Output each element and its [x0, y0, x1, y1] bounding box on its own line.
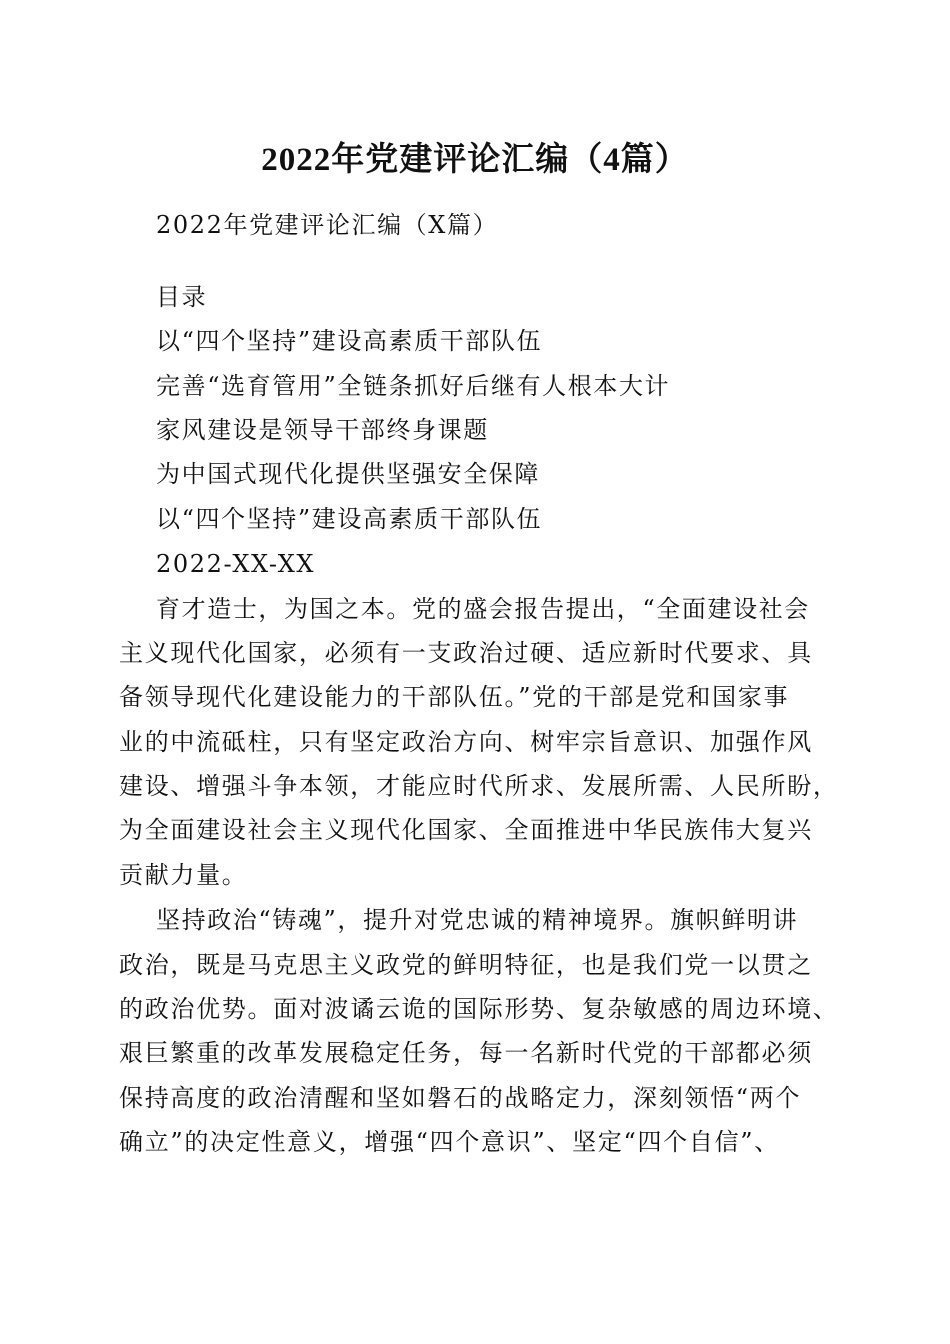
paragraph-line: 备领导现代化建设能力的干部队伍。”党的干部是党和国家事 [119, 683, 790, 711]
paragraph-line: 业的中流砥柱，只有坚定政治方向、树牢宗旨意识、加强作风 [119, 728, 813, 756]
toc-label: 目录 [156, 283, 208, 311]
paragraph-line: 贡献力量。 [119, 861, 248, 889]
toc-item: 以“四个坚持”建设高素质干部队伍 [156, 505, 543, 533]
paragraph-line: 坚持政治“铸魂”，提升对党忠诚的精神境界。旗帜鲜明讲 [156, 906, 799, 934]
paragraph-line: 建设、增强斗争本领，才能应时代所求、发展所需、人民所盼， [119, 772, 839, 800]
document-title: 2022年党建评论汇编（4篇） [261, 142, 689, 178]
paragraph-line: 艰巨繁重的改革发展稳定任务，每一名新时代党的干部都必须 [119, 1039, 813, 1067]
toc-heading: 2022年党建评论汇编（X篇） [156, 211, 499, 239]
paragraph-line: 为全面建设社会主义现代化国家、全面推进中华民族伟大复兴 [119, 816, 813, 844]
toc-item: 为中国式现代化提供坚强安全保障 [156, 460, 540, 488]
toc-item: 完善“选育管用”全链条抓好后继有人根本大计 [156, 372, 671, 400]
paragraph-line: 政治，既是马克思主义政党的鲜明特征，也是我们党一以贯之 [119, 951, 813, 979]
paragraph-line: 的政治优势。面对波谲云诡的国际形势、复杂敏感的周边环境、 [119, 995, 839, 1023]
paragraph-line: 保持高度的政治清醒和坚如磐石的战略定力，深刻领悟“两个 [119, 1084, 802, 1112]
toc-item: 家风建设是领导干部终身课题 [156, 416, 489, 444]
paragraph-line: 主义现代化国家，必须有一支政治过硬、适应新时代要求、具 [119, 639, 813, 667]
paragraph-line: 育才造士，为国之本。党的盛会报告提出，“全面建设社会 [156, 595, 810, 623]
toc-date: 2022-XX-XX [156, 550, 316, 578]
paragraph-line: 确立”的决定性意义，增强“四个意识”、坚定“四个自信”、 [119, 1128, 780, 1156]
toc-item: 以“四个坚持”建设高素质干部队伍 [156, 327, 543, 355]
